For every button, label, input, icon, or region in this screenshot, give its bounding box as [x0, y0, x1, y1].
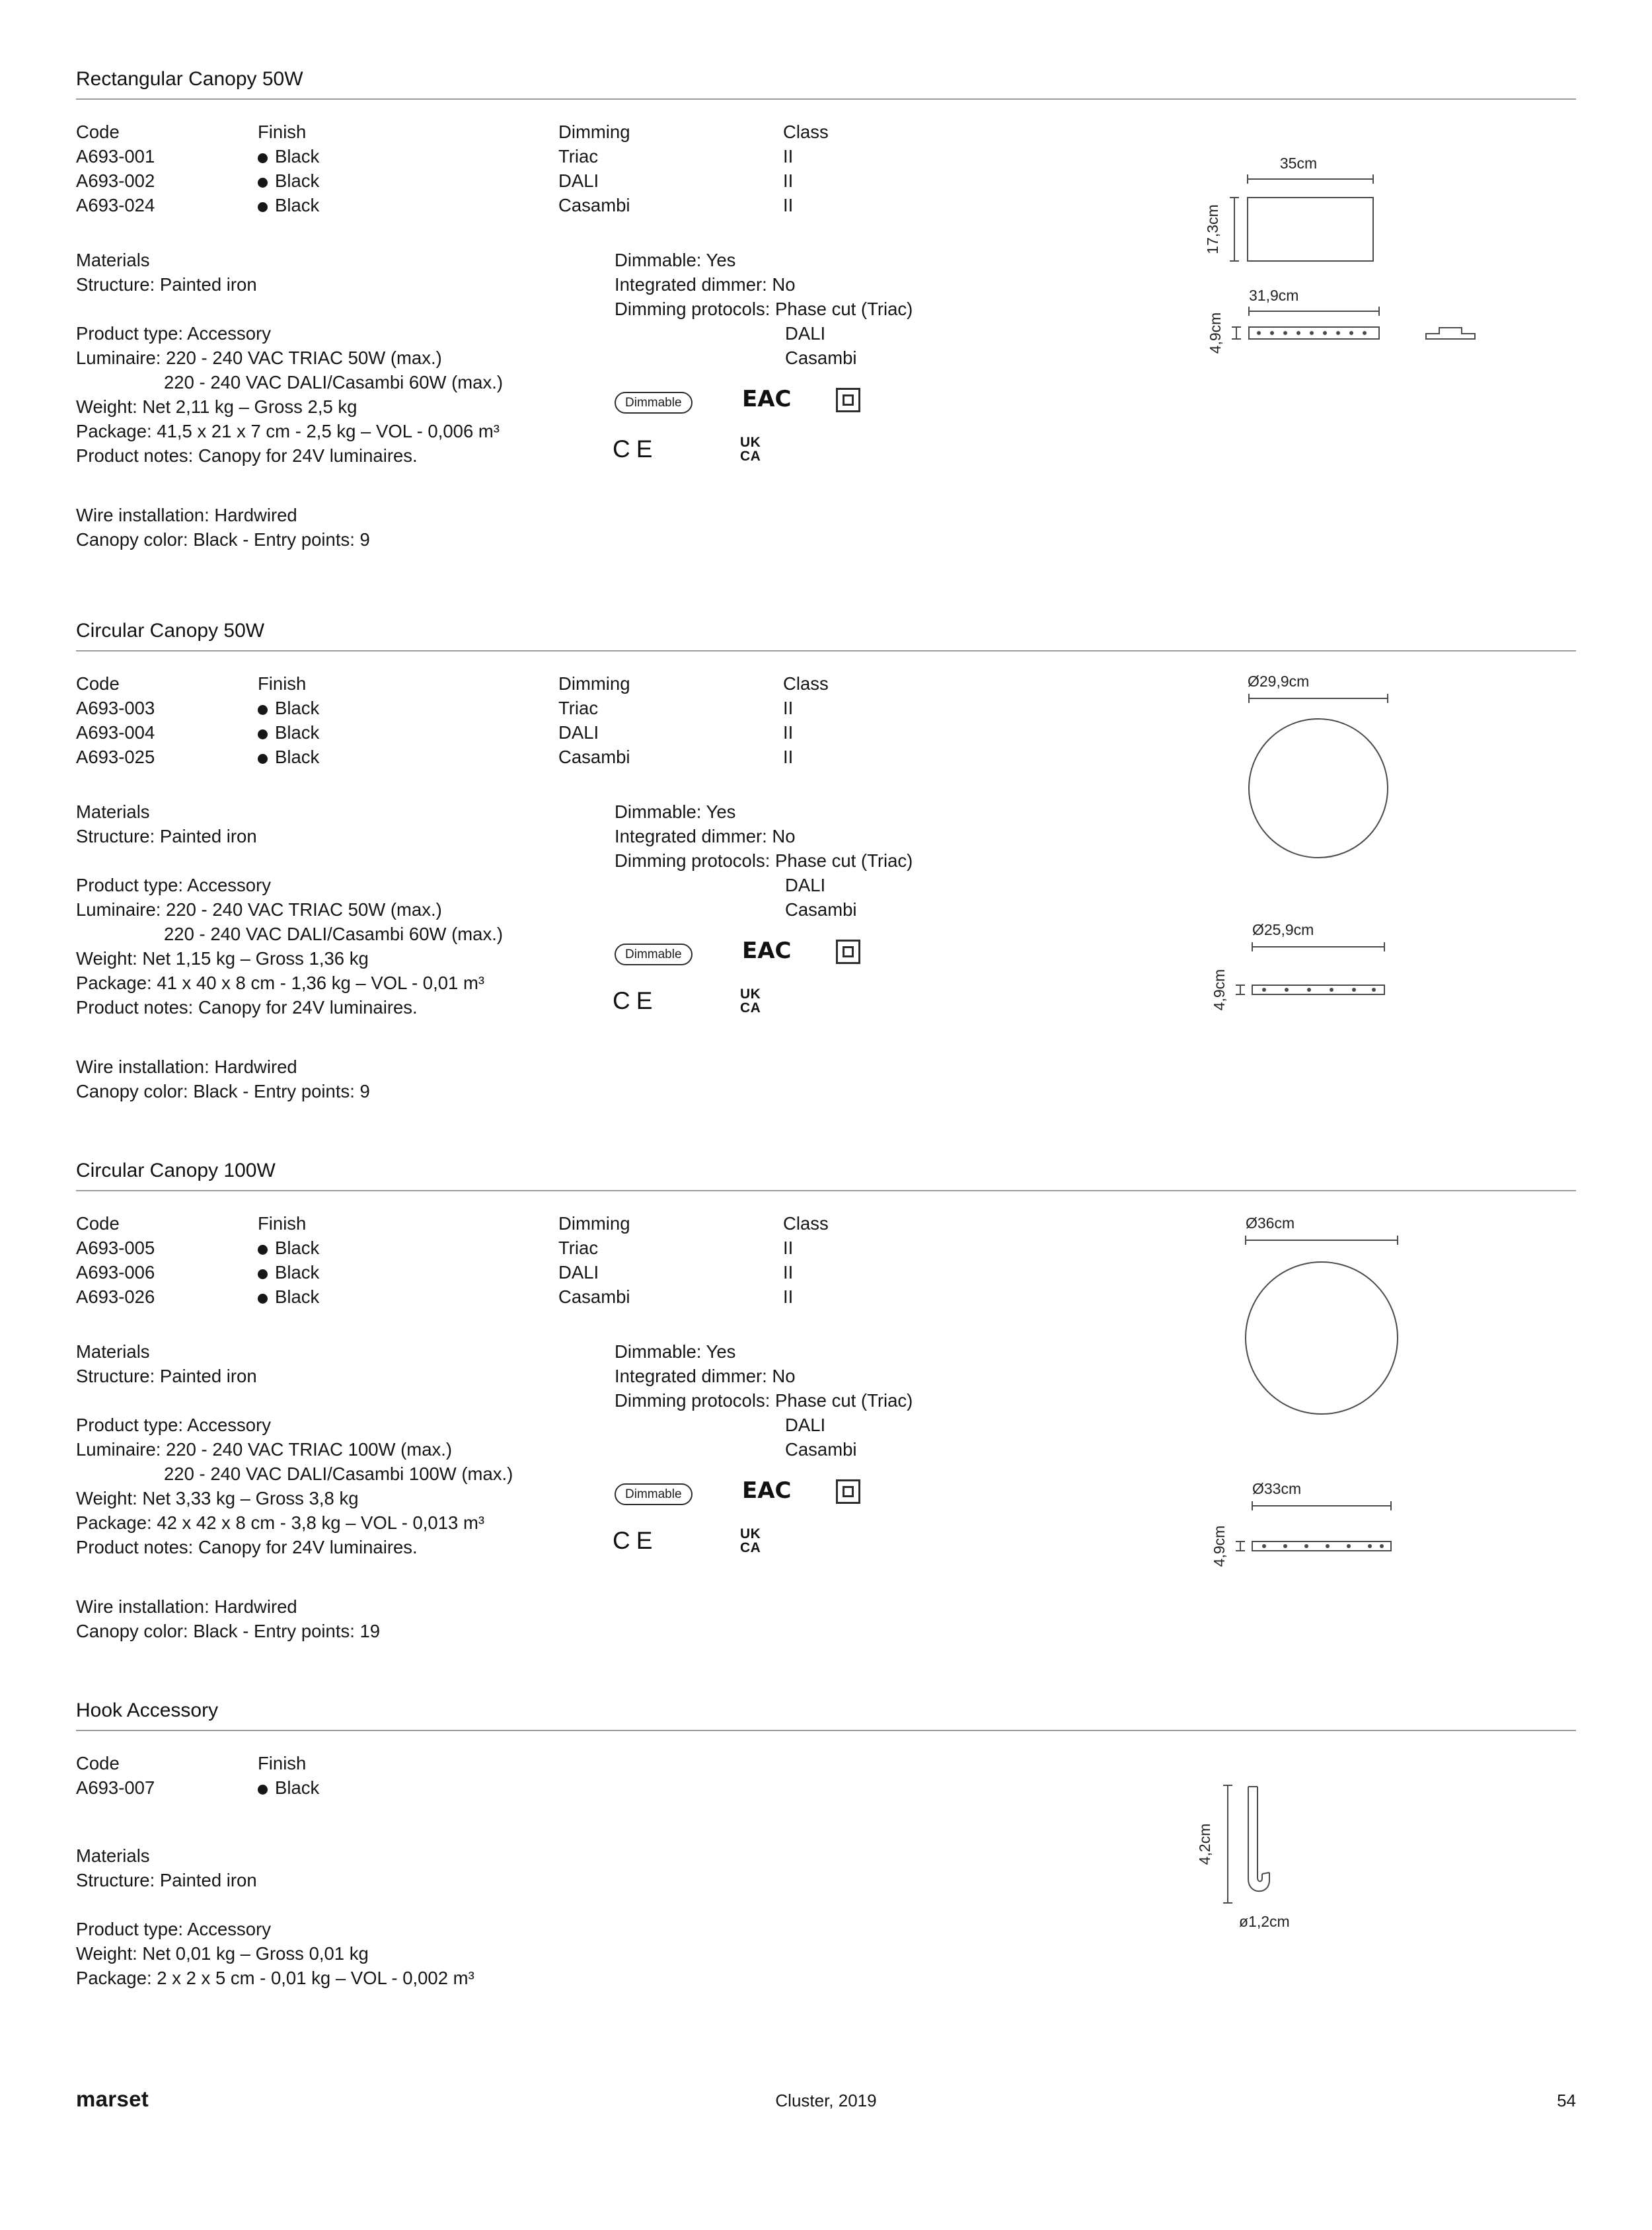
cell-dimming: DALI — [558, 170, 599, 191]
cell-dimming: Triac — [558, 146, 599, 167]
wire-installation-line: Wire installation: Hardwired — [76, 1596, 297, 1617]
finish-label: Black — [275, 195, 320, 215]
package-line: Package: 41,5 x 21 x 7 cm - 2,5 kg – VOL - 0,006 m³ — [76, 421, 500, 441]
luminaire-line-2: 220 - 240 VAC DALI/Casambi 60W (max.) — [164, 924, 504, 944]
col-header-code: Code — [76, 1753, 120, 1773]
canopy-color-line: Canopy color: Black - Entry points: 9 — [76, 1081, 370, 1101]
dim-top-diameter-label: Ø29,9cm — [1248, 673, 1310, 690]
dim-bottom-width-label: 31,9cm — [1249, 287, 1299, 304]
finish-label: Black — [275, 747, 320, 767]
dimmable-badge: Dimmable — [615, 1483, 693, 1505]
section-rectangular-canopy-50w — [76, 68, 1576, 570]
product-type-line: Product type: Accessory — [76, 875, 271, 895]
cell-code: A693-004 — [76, 722, 155, 743]
finish-label: Black — [275, 698, 320, 718]
dim-bottom-diameter-label: Ø33cm — [1252, 1480, 1302, 1497]
finish-label: Black — [275, 170, 320, 191]
dimming-protocol-casambi: Casambi — [785, 1439, 857, 1460]
cell-finish — [258, 144, 319, 168]
dim-line-bottom — [1252, 1501, 1391, 1510]
cell-code: A693-003 — [76, 698, 155, 718]
dim-line-height — [1223, 1785, 1232, 1903]
dim-profile-height-label: 4,9cm — [1211, 969, 1228, 1011]
materials-heading: Materials — [76, 250, 150, 270]
ukca-uk: UK — [740, 1526, 761, 1542]
product-notes-line: Product notes: Canopy for 24V luminaires. — [76, 445, 418, 466]
finish-label: Black — [275, 1238, 320, 1258]
cell-dimming: Casambi — [558, 195, 630, 215]
hook-accessory-diagram — [1166, 1777, 1398, 1956]
section-hook-accessory — [76, 1699, 1576, 2030]
dim-line-profile-height — [1232, 327, 1241, 339]
dim-line-bottom — [1249, 307, 1379, 316]
structure-line: Structure: Painted iron — [76, 274, 257, 295]
dim-top-width-label: 35cm — [1279, 155, 1318, 172]
weight-line: Weight: Net 1,15 kg – Gross 1,36 kg — [76, 948, 369, 969]
cell-class: II — [783, 1262, 794, 1282]
dimmable-line: Dimmable: Yes — [615, 1341, 736, 1362]
section-rule — [76, 1730, 1576, 1731]
materials-heading: Materials — [76, 801, 150, 822]
class-ii-icon — [836, 1479, 860, 1504]
class-ii-inner-square — [843, 946, 854, 957]
package-line: Package: 42 x 42 x 8 cm - 3,8 kg – VOL - 0,013 m³ — [76, 1512, 485, 1533]
cell-class: II — [783, 698, 794, 718]
col-header-class: Class — [783, 673, 829, 694]
finish-label: Black — [275, 1262, 320, 1282]
cell-code: A693-026 — [76, 1286, 155, 1307]
canopy-side-profile — [1252, 985, 1384, 994]
cell-dimming: DALI — [558, 1262, 599, 1282]
cell-finish — [258, 720, 319, 745]
luminaire-line-2: 220 - 240 VAC DALI/Casambi 100W (max.) — [164, 1464, 513, 1484]
ce-mark-icon: CE — [613, 435, 659, 463]
dimmable-line: Dimmable: Yes — [615, 250, 736, 270]
luminaire-line-1: Luminaire: 220 - 240 VAC TRIAC 50W (max.) — [76, 348, 442, 368]
ukca-mark-icon — [740, 435, 761, 463]
eac-certification-icon: EAC — [742, 1477, 792, 1504]
col-header-finish: Finish — [258, 1753, 307, 1773]
black-color-dot — [258, 1245, 268, 1255]
dimmable-line: Dimmable: Yes — [615, 801, 736, 822]
col-header-finish: Finish — [258, 122, 307, 142]
finish-label: Black — [275, 1286, 320, 1307]
dim-line-top — [1248, 174, 1373, 184]
eac-certification-icon: EAC — [742, 938, 792, 964]
col-header-code: Code — [76, 1213, 120, 1234]
ce-mark-icon: CE — [613, 987, 659, 1014]
mounting-bracket-profile — [1426, 328, 1475, 339]
cell-finish — [258, 193, 319, 217]
cell-class: II — [783, 170, 794, 191]
weight-line: Weight: Net 0,01 kg – Gross 0,01 kg — [76, 1943, 369, 1964]
ukca-ca: CA — [740, 1000, 761, 1016]
product-name: Cluster, 2019 — [775, 2091, 877, 2110]
ukca-mark-icon — [740, 987, 761, 1015]
col-header-dimming: Dimming — [558, 122, 630, 142]
dim-diameter-label: ø1,2cm — [1239, 1913, 1290, 1930]
black-color-dot — [258, 153, 268, 163]
cell-dimming: DALI — [558, 722, 599, 743]
product-notes-line: Product notes: Canopy for 24V luminaires. — [76, 997, 418, 1018]
entry-point-dots — [1257, 331, 1367, 335]
wire-installation-line: Wire installation: Hardwired — [76, 1057, 297, 1077]
black-color-dot — [258, 1785, 268, 1795]
cell-class: II — [783, 1286, 794, 1307]
cell-code: A693-001 — [76, 146, 155, 167]
materials-heading: Materials — [76, 1845, 150, 1866]
cell-code: A693-025 — [76, 747, 155, 767]
dim-side-height-label: 17,3cm — [1204, 204, 1221, 254]
product-type-line: Product type: Accessory — [76, 1415, 271, 1435]
cell-finish — [258, 1260, 319, 1284]
dim-height-label: 4,2cm — [1196, 1823, 1213, 1865]
cell-dimming: Triac — [558, 1238, 599, 1258]
structure-line: Structure: Painted iron — [76, 1366, 257, 1386]
structure-line: Structure: Painted iron — [76, 1870, 257, 1890]
cell-dimming: Triac — [558, 698, 599, 718]
section-title: Hook Accessory — [76, 1699, 219, 1721]
product-type-line: Product type: Accessory — [76, 1919, 271, 1939]
cell-finish — [258, 745, 319, 769]
ukca-ca: CA — [740, 449, 761, 464]
circular-canopy-50w-diagram — [1166, 669, 1576, 1026]
black-color-dot — [258, 705, 268, 715]
canopy-color-line: Canopy color: Black - Entry points: 9 — [76, 529, 370, 550]
section-rule — [76, 650, 1576, 651]
integrated-dimmer-line: Integrated dimmer: No — [615, 1366, 796, 1386]
dim-bottom-diameter-label: Ø25,9cm — [1252, 921, 1314, 938]
weight-line: Weight: Net 3,33 kg – Gross 3,8 kg — [76, 1488, 359, 1508]
dim-line-top — [1249, 694, 1388, 703]
cell-class: II — [783, 1238, 794, 1258]
dim-line-profile-height — [1236, 1542, 1245, 1551]
class-ii-icon — [836, 388, 860, 412]
col-header-dimming: Dimming — [558, 673, 630, 694]
cell-finish — [258, 1775, 319, 1800]
integrated-dimmer-line: Integrated dimmer: No — [615, 826, 796, 846]
dim-profile-height-label: 4,9cm — [1211, 1525, 1228, 1567]
section-title: Circular Canopy 100W — [76, 1160, 276, 1181]
cell-finish — [258, 1236, 319, 1260]
ukca-uk: UK — [740, 435, 761, 450]
black-color-dot — [258, 1269, 268, 1279]
product-type-line: Product type: Accessory — [76, 323, 271, 344]
cell-dimming: Casambi — [558, 747, 630, 767]
ukca-ca: CA — [740, 1540, 761, 1555]
col-header-finish: Finish — [258, 1213, 307, 1234]
col-header-finish: Finish — [258, 673, 307, 694]
black-color-dot — [258, 754, 268, 764]
col-header-code: Code — [76, 122, 120, 142]
entry-point-dots — [1262, 1544, 1384, 1548]
cell-finish — [258, 1284, 319, 1309]
finish-label: Black — [275, 146, 320, 167]
hook-profile — [1248, 1787, 1269, 1891]
col-header-dimming: Dimming — [558, 1213, 630, 1234]
cell-class: II — [783, 195, 794, 215]
dimming-protocols-line: Dimming protocols: Phase cut (Triac) — [615, 299, 913, 319]
class-ii-icon — [836, 940, 860, 964]
dimming-protocol-casambi: Casambi — [785, 899, 857, 920]
materials-heading: Materials — [76, 1341, 150, 1362]
dimming-protocol-dali: DALI — [785, 323, 826, 344]
rectangular-canopy-diagram — [1166, 147, 1576, 365]
integrated-dimmer-line: Integrated dimmer: No — [615, 274, 796, 295]
ukca-uk: UK — [740, 986, 761, 1002]
dimming-protocol-dali: DALI — [785, 875, 826, 895]
col-header-class: Class — [783, 1213, 829, 1234]
dimming-protocols-line: Dimming protocols: Phase cut (Triac) — [615, 1390, 913, 1411]
luminaire-line-2: 220 - 240 VAC DALI/Casambi 60W (max.) — [164, 372, 504, 392]
dim-line-top — [1246, 1236, 1398, 1245]
black-color-dot — [258, 178, 268, 188]
dim-line-bottom — [1252, 942, 1384, 951]
cell-class: II — [783, 722, 794, 743]
black-color-dot — [258, 202, 268, 212]
product-notes-line: Product notes: Canopy for 24V luminaires. — [76, 1537, 418, 1557]
class-ii-inner-square — [843, 1486, 854, 1497]
marset-logo: marset — [76, 2087, 149, 2111]
dimming-protocol-dali: DALI — [785, 1415, 826, 1435]
cell-finish — [258, 168, 319, 193]
dim-line-profile-height — [1236, 985, 1245, 994]
section-title: Circular Canopy 50W — [76, 620, 265, 642]
dim-top-diameter-label: Ø36cm — [1246, 1214, 1295, 1232]
section-circular-canopy-100w — [76, 1160, 1576, 1662]
entry-point-dots — [1262, 988, 1376, 992]
package-line: Package: 2 x 2 x 5 cm - 0,01 kg – VOL - 0,002 m³ — [76, 1968, 474, 1988]
dimmable-badge: Dimmable — [615, 944, 693, 965]
dimmable-badge: Dimmable — [615, 392, 693, 414]
circular-canopy-100w-diagram — [1166, 1211, 1576, 1581]
dimming-protocol-casambi: Casambi — [785, 348, 857, 368]
eac-certification-icon: EAC — [742, 386, 792, 412]
section-circular-canopy-50w — [76, 620, 1576, 1122]
weight-line: Weight: Net 2,11 kg – Gross 2,5 kg — [76, 396, 357, 417]
black-color-dot — [258, 1294, 268, 1304]
dim-profile-height-label: 4,9cm — [1207, 312, 1224, 354]
section-rule — [76, 1190, 1576, 1191]
dimming-protocols-line: Dimming protocols: Phase cut (Triac) — [615, 850, 913, 871]
section-title: Rectangular Canopy 50W — [76, 68, 303, 90]
col-header-code: Code — [76, 673, 120, 694]
cell-code: A693-002 — [76, 170, 155, 191]
finish-label: Black — [275, 722, 320, 743]
canopy-side-profile — [1249, 327, 1379, 339]
cell-code: A693-007 — [76, 1777, 155, 1798]
ukca-mark-icon — [740, 1527, 761, 1555]
cell-code: A693-024 — [76, 195, 155, 215]
cell-finish — [258, 696, 319, 720]
cell-class: II — [783, 146, 794, 167]
black-color-dot — [258, 729, 268, 739]
class-ii-inner-square — [843, 394, 854, 406]
luminaire-line-1: Luminaire: 220 - 240 VAC TRIAC 50W (max.) — [76, 899, 442, 920]
package-line: Package: 41 x 40 x 8 cm - 1,36 kg – VOL - 0,01 m³ — [76, 973, 485, 993]
page-number: 54 — [1557, 2091, 1576, 2110]
dim-line-side — [1230, 198, 1239, 261]
canopy-top-view — [1246, 1262, 1398, 1414]
canopy-top-view — [1248, 198, 1373, 261]
canopy-top-view — [1249, 719, 1388, 858]
col-header-class: Class — [783, 122, 829, 142]
cell-code: A693-006 — [76, 1262, 155, 1282]
wire-installation-line: Wire installation: Hardwired — [76, 505, 297, 525]
cell-code: A693-005 — [76, 1238, 155, 1258]
ce-mark-icon: CE — [613, 1527, 659, 1554]
finish-label: Black — [275, 1777, 320, 1798]
canopy-color-line: Canopy color: Black - Entry points: 19 — [76, 1621, 381, 1641]
cell-dimming: Casambi — [558, 1286, 630, 1307]
cell-class: II — [783, 747, 794, 767]
luminaire-line-1: Luminaire: 220 - 240 VAC TRIAC 100W (max.) — [76, 1439, 453, 1460]
structure-line: Structure: Painted iron — [76, 826, 257, 846]
section-rule — [76, 98, 1576, 100]
